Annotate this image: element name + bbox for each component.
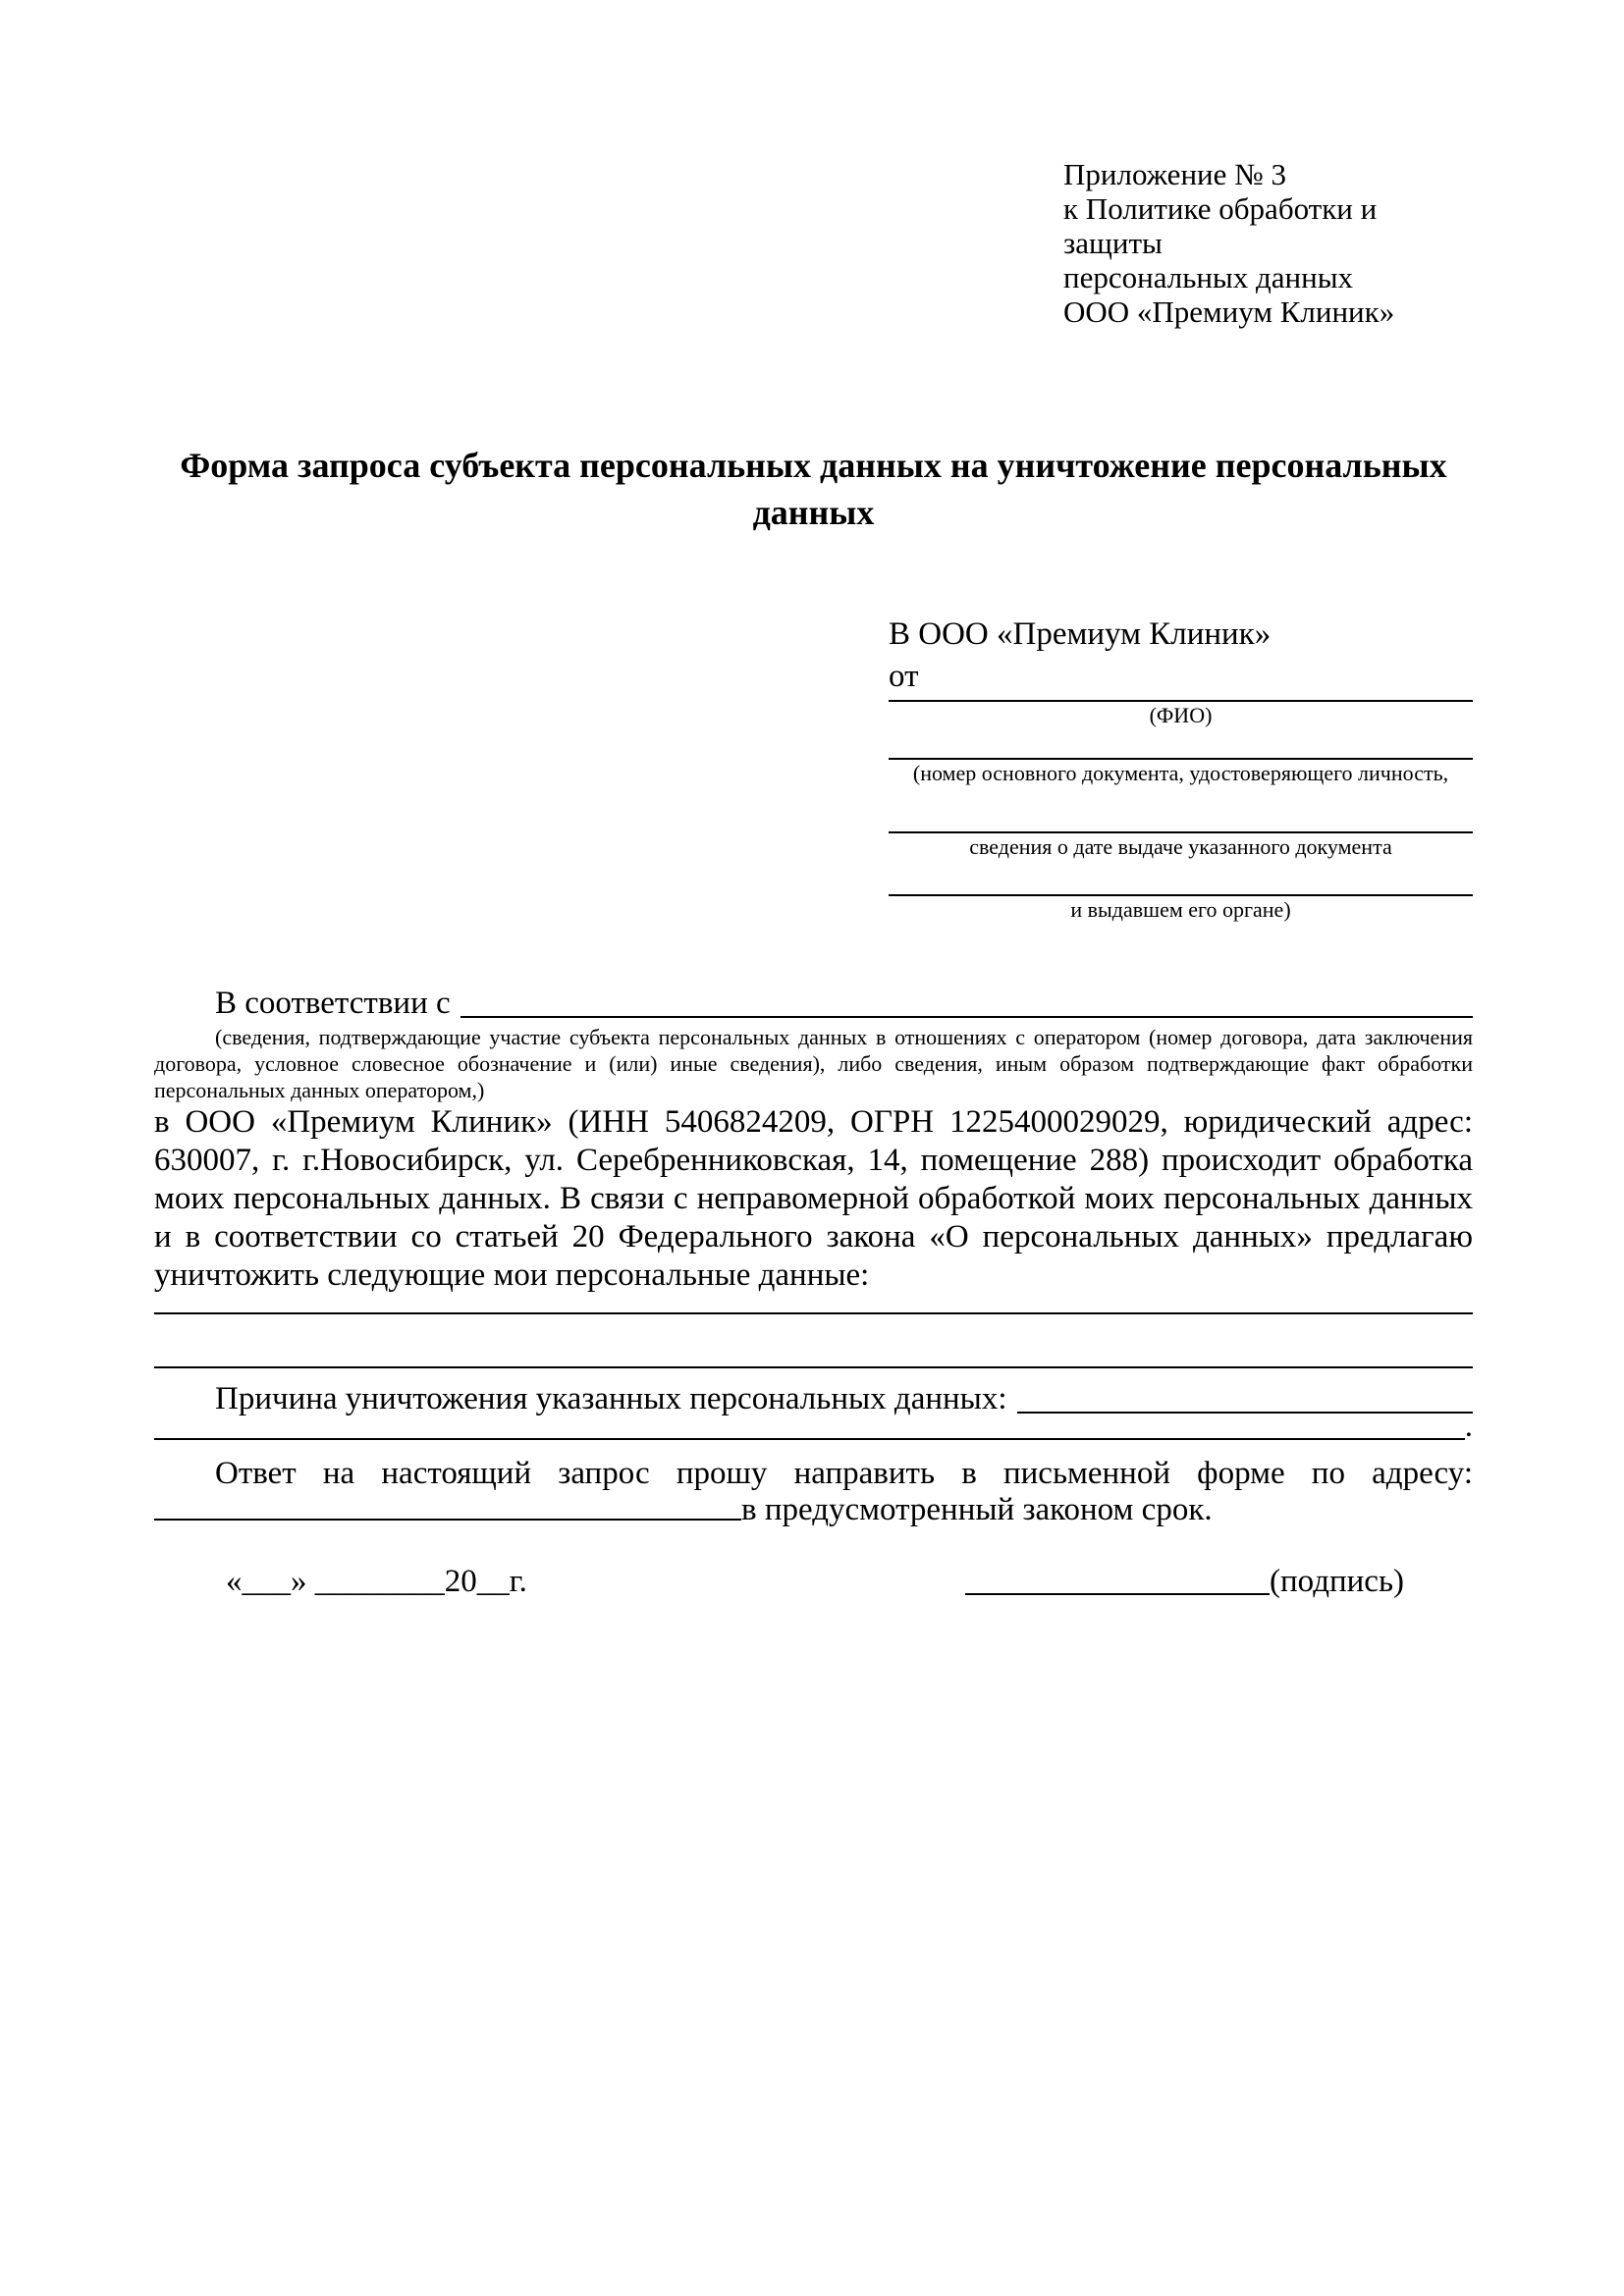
date-signature-row [154,1562,1473,1601]
doc-issue-date-caption: сведения о дате выдаче указанного документа [969,834,1392,859]
addressee-block [889,614,1473,923]
reason-label: Причина уничтожения указанных персональных данных: [215,1381,1007,1416]
answer-tail-row [154,1493,1473,1526]
signature-blank-line [965,1593,1270,1595]
appendix-header [1063,157,1473,329]
appendix-header-line-4: ООО «Премиум Клиник» [1063,294,1395,329]
fio-caption: (ФИО) [1149,703,1213,727]
according-note: (сведения, подтверждающие участие субъекта персональных данных в отношениях с оператором (номер договора, дата заключения договора, условное словесное обозначение и (или) иные сведения), либо сведения, иным образом подтверждающие факт обработки персональных данных оператором,) [154,1025,1473,1102]
appendix-header-line-3: персональных данных [1063,260,1354,294]
according-label: В соответствии с [215,986,451,1021]
according-blank-line [460,1016,1473,1018]
main-paragraph: в ООО «Премиум Клиник» (ИНН 5406824209, ОГРН 1225400029029, юридический адрес: 630007, г. г.Новосибирск, ул. Серебренниковская, 14, помещение 288) происходит обработка моих персональных данных. В связи с неправомерной обработкой моих персональных данных и в соответствии со статьей 20 Федерального закона «О персональных данных» предлагаю уничтожить следующие мои персональные данные: [154,1104,1473,1293]
according-row [154,983,1473,1024]
doc-issuer-caption: и выдавшем его органе) [1070,897,1291,922]
reason-blank-line [1017,1412,1473,1414]
addressee-to: В ООО «Премиум Клиник» [889,616,1272,652]
answer-sentence: Ответ на настоящий запрос прошу направить в письменной форме по адресу: [215,1456,1473,1491]
answer-tail-text: в предусмотренный законом срок. [741,1492,1213,1527]
document-title: Форма запроса субъекта персональных данных на уничтожение персональных данных [180,446,1447,532]
appendix-header-line-2: к Политике обработки и защиты [1063,191,1378,260]
address-blank-line [154,1519,741,1521]
reason-row [154,1378,1473,1419]
reason-blank-line-2-row [154,1409,1473,1445]
addressee-from: от [889,659,919,694]
personal-data-blank-line-1 [154,1295,1473,1314]
personal-data-blank-line-2 [154,1314,1473,1368]
reason-line-period: . [1464,1409,1473,1444]
signature-caption: (подпись) [1270,1564,1404,1599]
document-content [154,0,1473,1601]
date-blank: «___» ________20__г. [226,1564,527,1599]
doc-number-caption: (номер основного документа, удостоверяющего личность, [912,761,1449,785]
reason-blank-line-2 [154,1438,1465,1440]
appendix-header-line-1: Приложение № 3 [1063,157,1286,191]
signature-group [965,1562,1404,1601]
